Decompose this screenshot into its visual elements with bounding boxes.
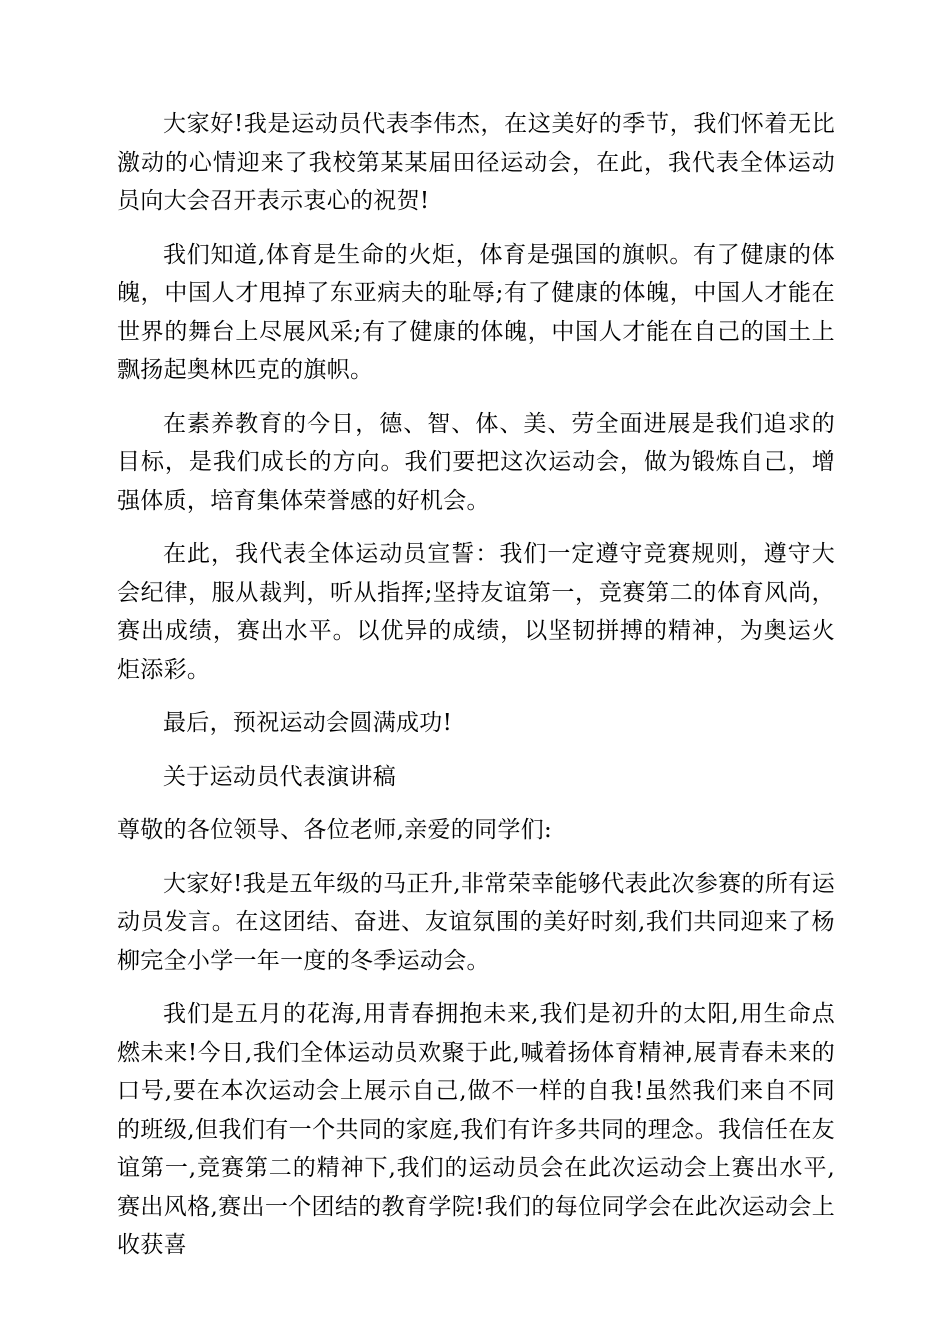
document-body xyxy=(117,105,835,1280)
paragraph-sports-torch: 我们知道,体育是生命的火炬，体育是强国的旗帜。有了健康的体魄，中国人才甩掉了东亚病夫的耻辱;有了健康的体魄，中国人才能在世界的舞台上尽展风采;有了健康的体魄，中国人才能在自己的国土上飘扬起奥林匹克的旗帜。 xyxy=(117,241,835,383)
paragraph-second-greeting: 大家好!我是五年级的马正升,非常荣幸能够代表此次参赛的所有运动员发言。在这团结、奋进、友谊氛围的美好时刻,我们共同迎来了杨柳完全小学一年一度的冬季运动会。 xyxy=(117,870,835,974)
paragraph-quality-education: 在素养教育的今日，德、智、体、美、劳全面进展是我们追求的目标，是我们成长的方向。我们要把这次运动会，做为锻炼自己，增强体质，培育集体荣誉感的好机会。 xyxy=(117,410,835,514)
paragraph-closing-wish: 最后，预祝运动会圆满成功! xyxy=(163,710,453,736)
salutation: 尊敬的各位领导、各位老师,亲爱的同学们: xyxy=(117,817,553,843)
paragraph-flower-sea: 我们是五月的花海,用青春拥抱未来,我们是初升的太阳,用生命点燃未来!今日,我们全体运动员欢聚于此,喊着扬体育精神,展青春未来的口号,要在本次运动会上展示自己,做不一样的自我!虽然我们来自不同的班级,但我们有一个共同的家庭,我们有许多共同的理念。我信任在友谊第一,竞赛第二的精神下,我们的运动员会在此次运动会上赛出水平,赛出风格,赛出一个团结的教育学院!我们的每位同学会在此次运动会上收获喜 xyxy=(117,1001,835,1258)
section-title: 关于运动员代表演讲稿 xyxy=(163,763,396,790)
paragraph-greeting: 大家好!我是运动员代表李伟杰，在这美好的季节，我们怀着无比激动的心情迎来了我校第某某届田径运动会，在此，我代表全体运动员向大会召开表示衷心的祝贺! xyxy=(117,111,835,214)
paragraph-oath: 在此，我代表全体运动员宣誓：我们一定遵守竞赛规则，遵守大会纪律，服从裁判，听从指挥;坚持友谊第一，竞赛第二的体育风尚，赛出成绩，赛出水平。以优异的成绩，以坚韧拼搏的精神，为奥运火炬添彩。 xyxy=(117,541,835,683)
